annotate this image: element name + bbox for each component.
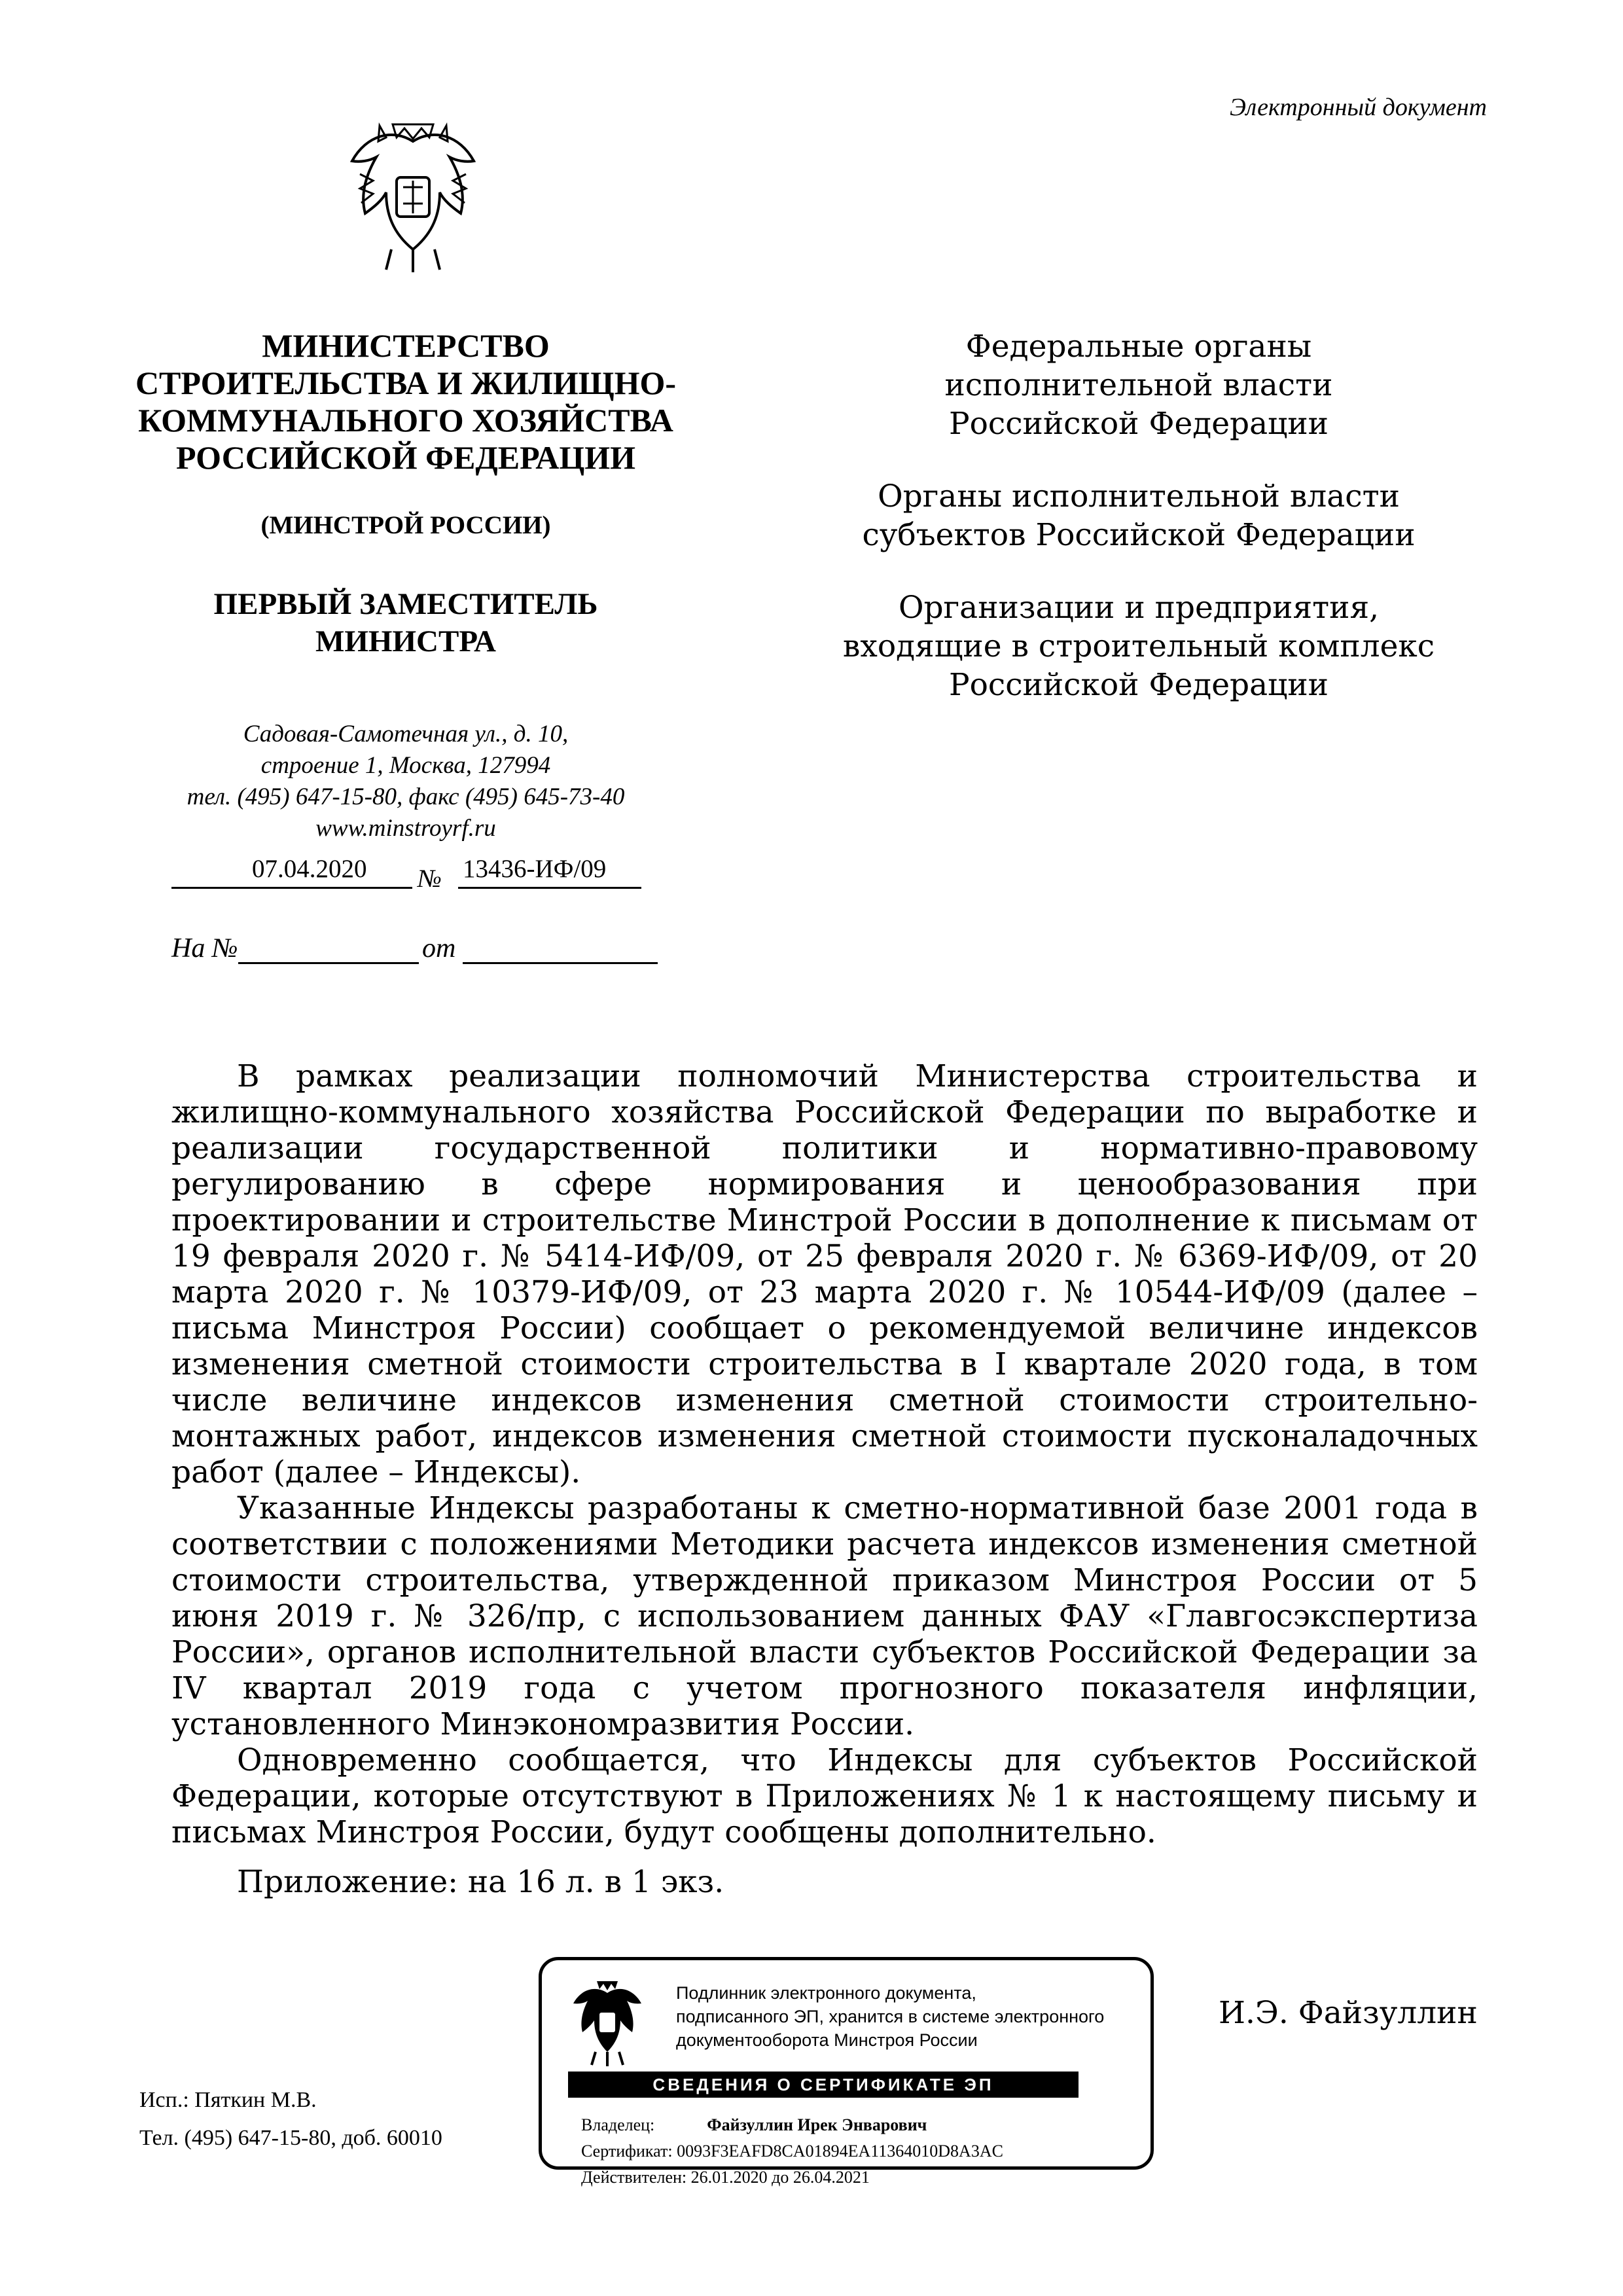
addressee-line: исполнительной власти [944,367,1333,403]
addressee-line: субъектов Российской Федерации [862,517,1416,553]
certificate-number-label: Сертификат: [581,2142,673,2161]
reply-to-label: На № [171,933,238,963]
addressee-line: входящие в строительный комплекс [842,628,1435,664]
addressee-group [828,588,1450,704]
executor-info [139,2081,442,2157]
certificate-validity: 26.01.2020 до 26.04.2021 [690,2168,870,2187]
address-line: www.minstroyrf.ru [315,815,496,842]
ministry-name-line: РОССИЙСКОЙ ФЕДЕРАЦИИ [175,439,636,476]
certificate-owner-row [581,2112,1003,2138]
addressee-line: Федеральные органы [965,329,1312,365]
reply-to-blank [238,962,419,964]
registration-date-underline [171,887,412,889]
certificate-validity-row [581,2164,1003,2191]
appendix-note: Приложение: на 16 л. в 1 экз. [237,1864,724,1900]
addressee-line: Российской Федерации [948,406,1329,442]
certificate-header: СВЕДЕНИЯ О СЕРТИФИКАТЕ ЭП [568,2072,1079,2098]
ministry-name-line: СТРОИТЕЛЬСТВА И ЖИЛИЩНО- [135,365,677,401]
stamp-info-line: документооборота Минстроя России [676,2030,978,2050]
sender-position-line: МИНИСТРА [315,624,496,658]
ministry-name-line: МИНИСТЕРСТВО [262,327,550,364]
addressee-line: Органы исполнительной власти [878,478,1400,514]
body-paragraph: Одновременно сообщается, что Индексы для субъектов Российской Федерации, которые отсутствуют в Приложениях № 1 к настоящему письму и письмах Минстроя России, будут сообщены дополнительно. [171,1742,1478,1850]
executor-phone: Тел. (495) 647-15-80, доб. 60010 [139,2126,442,2150]
body-paragraph: Указанные Индексы разработаны к сметно-нормативной базе 2001 года в соответствии с положениями Методики расчета индексов изменения сметной стоимости строительства, утвержденной приказом Минстроя России от 5 июня 2019 г. № 326/пр, с использованием данных ФАУ «Главгосэкспертиза России», органов исполнительной власти субъектов Российской Федерации за IV квартал 2019 года с учетом прогнозного показателя инфляции, установленного Минэкономразвития России. [171,1490,1478,1742]
registration-number: 13436-ИФ/09 [463,855,607,883]
address-line: тел. (495) 647-15-80, факс (495) 645-73-40 [187,783,625,810]
addressee-line: Российской Федерации [948,667,1329,703]
addressees-block [828,327,1450,738]
addressee-group [828,327,1450,443]
certificate-owner-label: Владелец: [581,2115,655,2134]
address-line: строение 1, Москва, 127994 [260,752,551,779]
addressee-group [828,477,1450,554]
electronic-signature-stamp [539,1957,1154,2187]
stamp-emblem-icon [568,1977,647,2069]
certificate-validity-label: Действителен: [581,2168,687,2187]
registration-number-sign: № [418,865,442,893]
sender-address [98,719,713,844]
letter-body [171,1058,1478,1850]
document-type-label: Электронный документ [1230,94,1487,121]
body-paragraph: В рамках реализации полномочий Министерства строительства и жилищно-коммунального хозяйства Российской Федерации по выработке и реализации государственной политики и нормативно-правовому регулированию в сфере нормирования и ценообразования при проектировании и строительстве Минстрой России в дополнение к письмам от 19 февраля 2020 г. № 5414-ИФ/09, от 25 февраля 2020 г. № 6369-ИФ/09, от 20 марта 2020 г. № 10379-ИФ/09, от 23 марта 2020 г. № 10544-ИФ/09 (далее – письма Минстроя России) сообщает о рекомендуемой величине индексов изменения сметной стоимости строительства в I квартале 2020 года, в том числе величине индексов изменения сметной стоимости строительно-монтажных работ, индексов изменения сметной стоимости пусконаладочных работ (далее – Индексы). [171,1058,1478,1490]
certificate-number: 0093F3EAFD8CA01894EA11364010D8A3AC [677,2142,1003,2161]
sender-position [98,586,713,660]
reply-from-blank [463,962,658,964]
stamp-info-line: Подлинник электронного документа, [676,1983,976,2003]
signer-name: И.Э. Файзуллин [1219,1995,1478,2031]
certificate-number-row [581,2138,1003,2164]
executor-name: Исп.: Пяткин М.В. [139,2088,317,2112]
ministry-name [98,327,713,476]
coat-of-arms-emblem [340,115,486,276]
certificate-owner: Файзуллин Ирек Энварович [707,2115,927,2134]
registration-date: 07.04.2020 [252,855,367,883]
ministry-name-line: КОММУНАЛЬНОГО ХОЗЯЙСТВА [138,402,673,439]
stamp-info-line: подписанного ЭП, хранится в системе электронного [676,2007,1105,2026]
address-line: Садовая-Самотечная ул., д. 10, [243,721,569,747]
ministry-short-name: (МИНСТРОЙ РОССИИ) [260,511,551,539]
registration-number-underline [458,887,641,889]
sender-position-line: ПЕРВЫЙ ЗАМЕСТИТЕЛЬ [213,587,598,621]
certificate-details [581,2112,1003,2191]
addressee-line: Организации и предприятия, [898,590,1380,626]
stamp-info-text [676,1981,1104,2052]
reply-from-label: от [422,933,456,963]
